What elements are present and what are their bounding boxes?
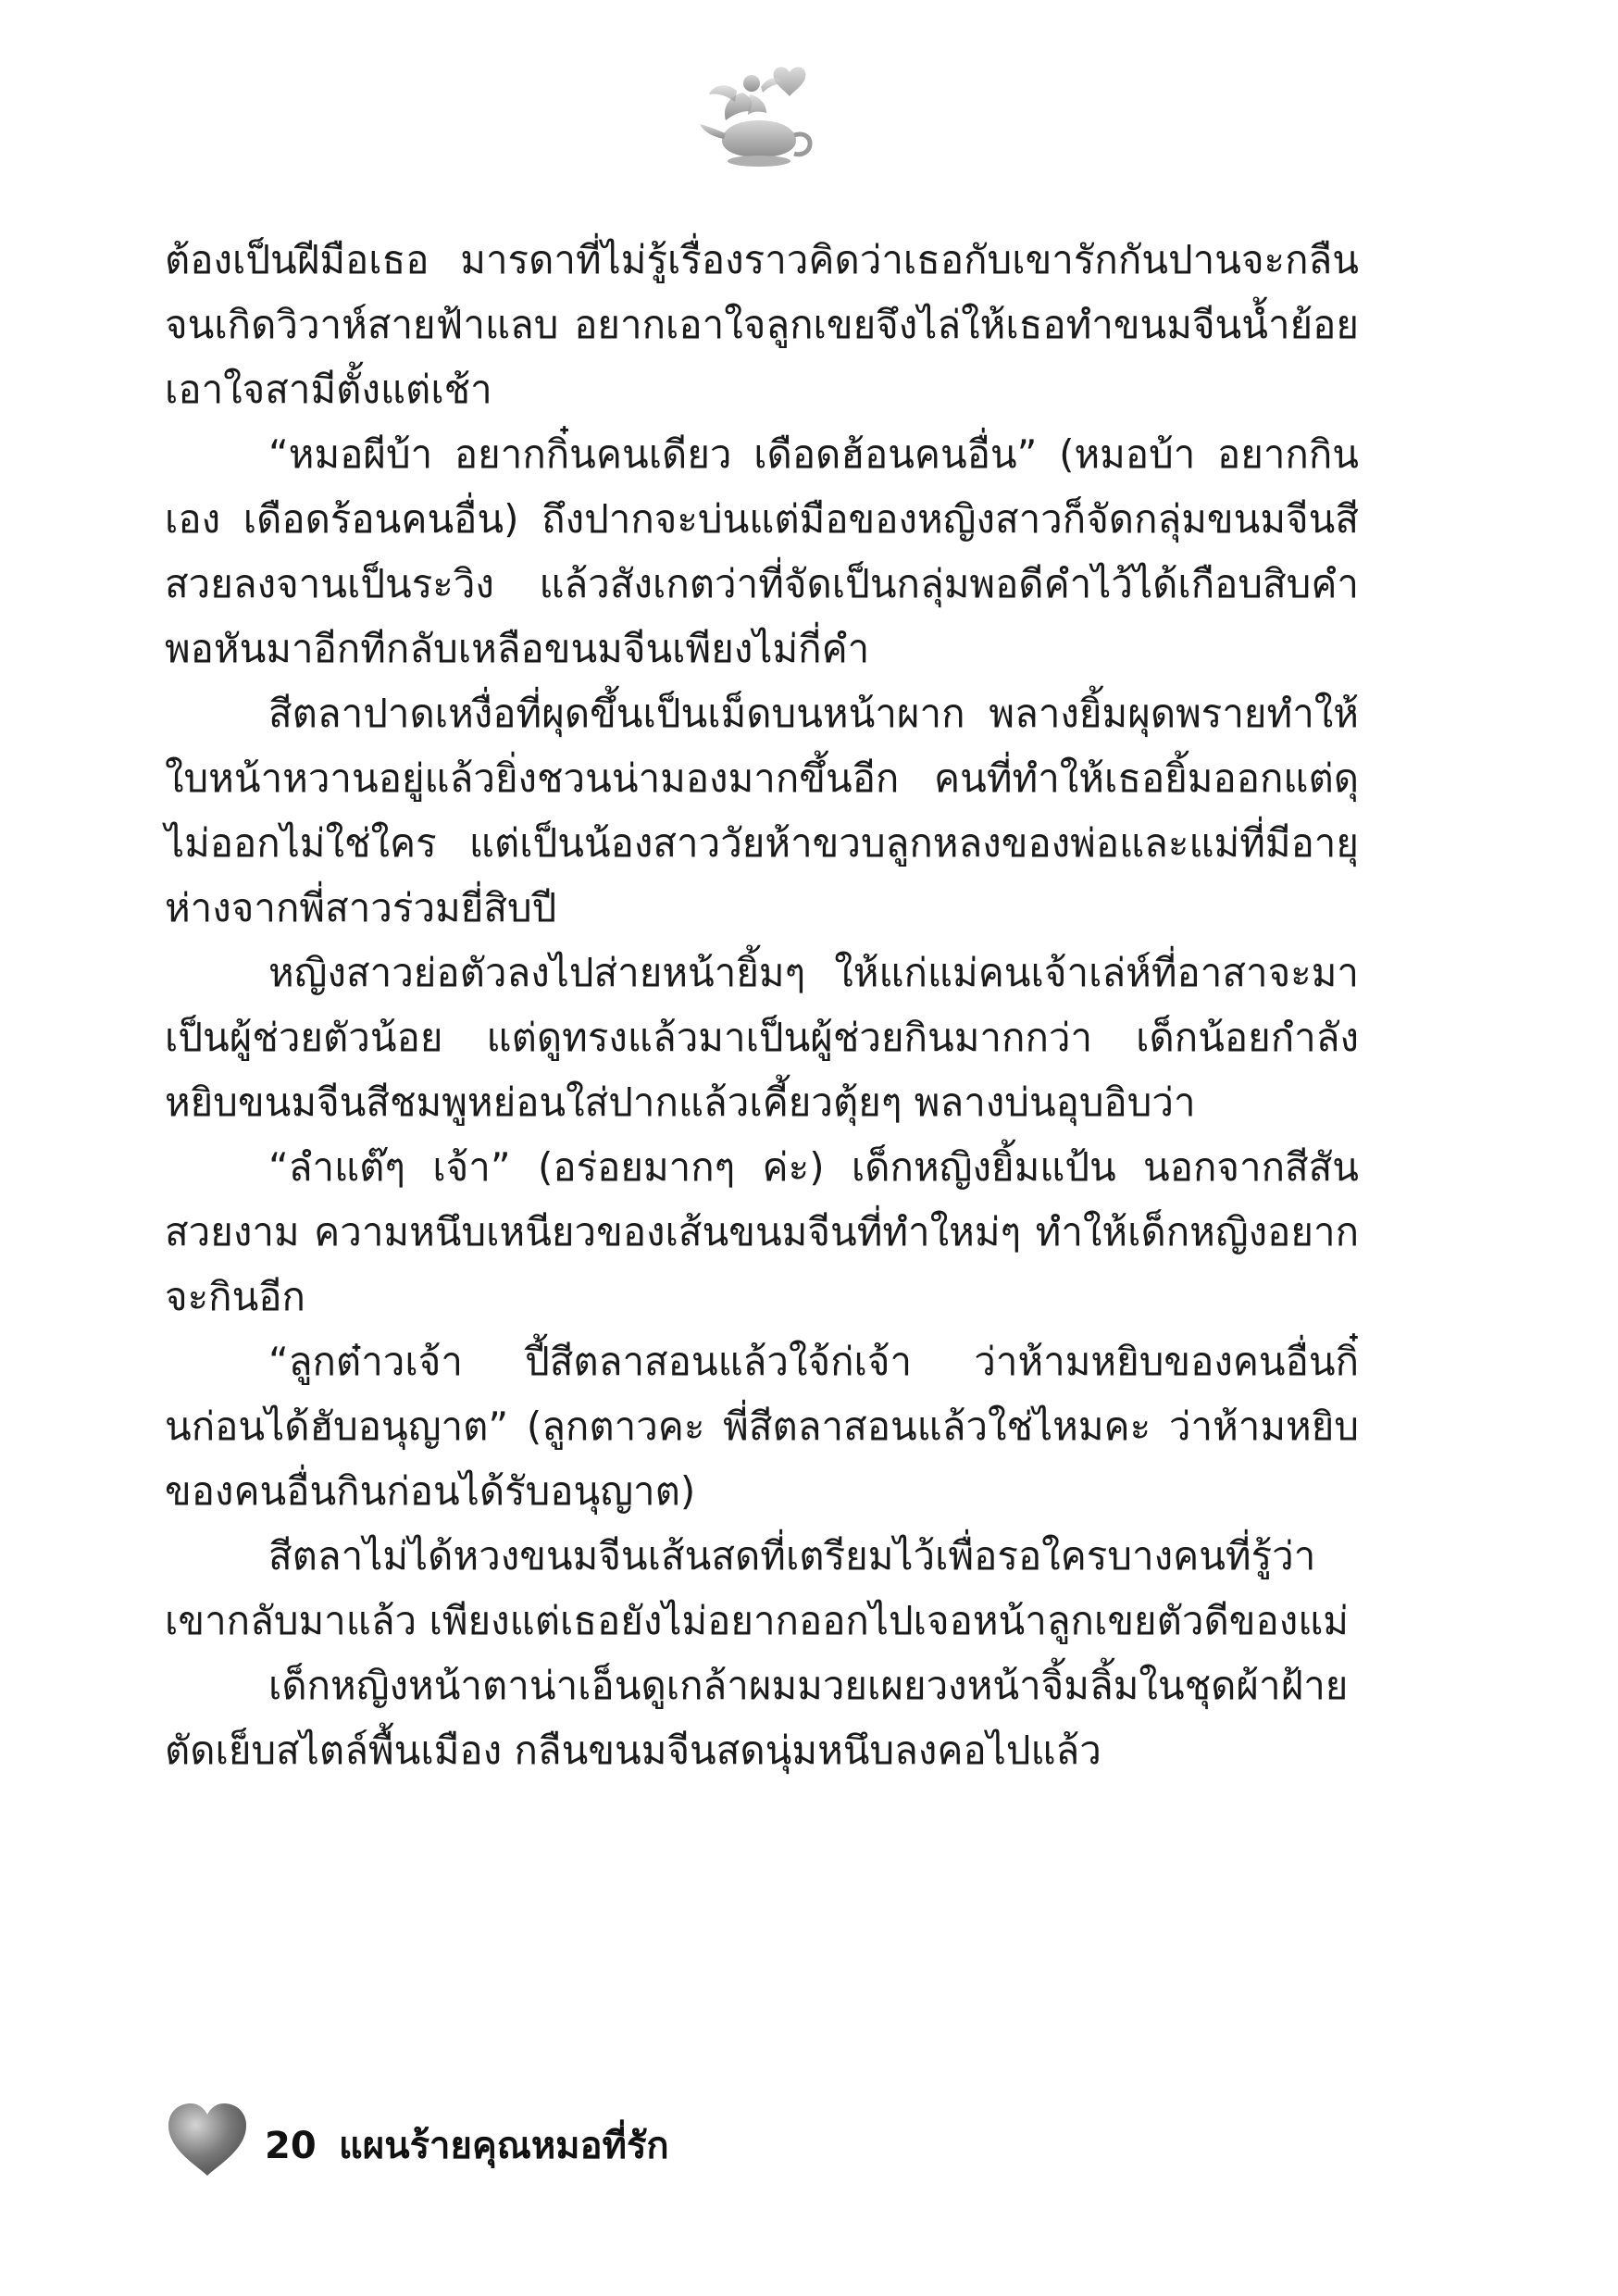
paragraph: “ลูกต๋าวเจ้า ปี้สีตลาสอนแล้วใจ้ก่เจ้า ว่าห้ามหยิบของคนอื่นกิ๋นก่อนได้ฮับอนุญาต” (ลูกตาวคะ พี่สีตลาสอนแล้วใช่ไหมคะ ว่าห้ามหยิบของคนอื่นกินก่อนได้รับอนุญาต) — [165, 1339, 1359, 1514]
paragraph: เด็กหญิงหน้าตาน่าเอ็นดูเกล้าผมมวยเผยวงหน้าจิ้มลิ้มในชุดผ้าฝ้ายตัดเย็บสไตล์พื้นเมือง กลืนขนมจีนสดนุ่มหนึบลงคอไปแล้ว — [165, 1663, 1349, 1773]
page-number: 20 — [265, 2125, 317, 2167]
paragraph: หญิงสาวย่อตัวลงไปส่ายหน้ายิ้มๆ ให้แก่แม่คนเจ้าเล่ห์ที่อาสาจะมาเป็นผู้ช่วยตัวน้อย แต่ดูทรงแล้วมาเป็นผู้ช่วยกินมากกว่า เด็กน้อยกำลังหยิบขนมจีนสีชมพูหย่อนใส่ปากแล้วเคี้ยวตุ้ยๆ พลางบ่นอุบอิบว่า — [165, 950, 1359, 1125]
heart-icon — [165, 2100, 250, 2179]
paragraph: “หมอผีบ้า อยากกิ๋นคนเดียว เดือดฮ้อนคนอื่น” (หมอบ้า อยากกินเอง เดือดร้อนคนอื่น) ถึงปากจะบ่นแต่มือของหญิงสาวก็จัดกลุ่มขนมจีนสีสวยลงจานเป็นระวิง แล้วสังเกตว่าที่จัดเป็นกลุ่มพอดีคำไว้ได้เกือบสิบคำ พอหันมาอีกทีกลับเหลือขนมจีนเพียงไม่กี่คำ — [165, 431, 1359, 671]
book-title: แผนร้ายคุณหมอที่รัก — [339, 2125, 669, 2167]
cupid-teapot-ornament-icon — [694, 56, 824, 185]
paragraph: “ลำแต๊ๆ เจ้า” (อร่อยมากๆ ค่ะ) เด็กหญิงยิ้มแป้น นอกจากสีสันสวยงาม ความหนึบเหนียวของเส้นขนมจีนที่ทำใหม่ๆ ทำให้เด็กหญิงอยากจะกินอีก — [165, 1144, 1359, 1319]
paragraph: สีตลาไม่ได้หวงขนมจีนเส้นสดที่เตรียมไว้เพื่อรอใครบางคนที่รู้ว่าเขากลับมาแล้ว เพียงแต่เธอยังไม่อยากออกไปเจอหน้าลูกเขยตัวดีของแม่ — [165, 1533, 1349, 1643]
page-footer — [165, 2100, 998, 2202]
paragraph: ต้องเป็นฝีมือเธอ มารดาที่ไม่รู้เรื่องราวคิดว่าเธอกับเขารักกันปานจะกลืนจนเกิดวิวาห์สายฟ้าแลบ อยากเอาใจลูกเขยจึงไล่ให้เธอทำขนมจีนน้ำย้อยเอาใจสามีตั้งแต่เช้า — [165, 237, 1359, 412]
paragraph: สีตลาปาดเหงื่อที่ผุดขึ้นเป็นเม็ดบนหน้าผาก พลางยิ้มผุดพรายทำให้ใบหน้าหวานอยู่แล้วยิ่งชวนน่ามองมากขึ้นอีก คนที่ทำให้เธอยิ้มออกแต่ดุไม่ออกไม่ใช่ใคร แต่เป็นน้องสาววัยห้าขวบลูกหลงของพ่อและแม่ที่มีอายุห่างจากพี่สาวร่วมยี่สิบปี — [165, 691, 1359, 930]
body-text — [165, 228, 1359, 1783]
